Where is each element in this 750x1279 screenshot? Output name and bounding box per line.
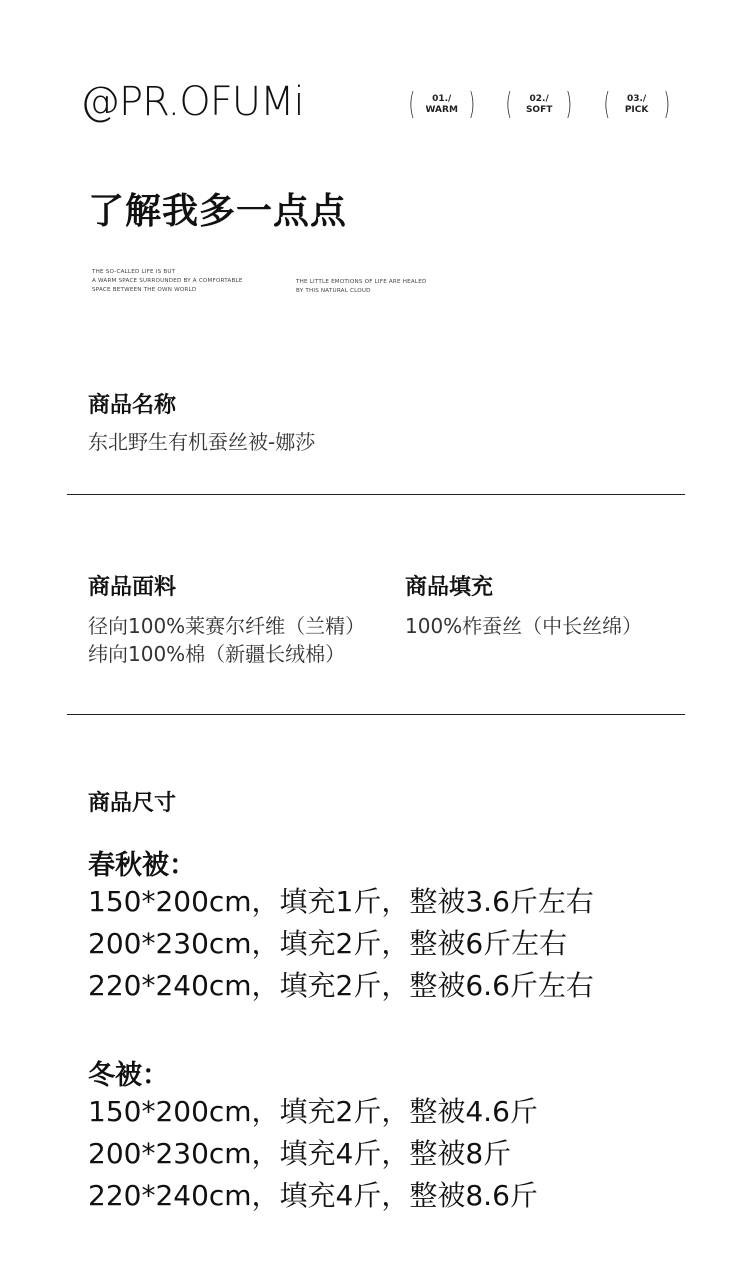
tagline-line: THE SO-CALLED LIFE IS BUT [92,269,176,275]
product-name-label: 商品名称 [88,393,177,418]
tag-warm [406,88,477,122]
brand-logo: @PR.OFUMi [80,79,304,125]
brand-tags [406,88,672,122]
close-paren-glyph: ) [663,87,670,122]
open-paren-glyph: ( [408,87,416,122]
tag-word: SOFT [525,105,553,115]
fabric-line: 纬向100%棉（新疆长绒棉） [88,642,346,666]
tag-pick [601,88,672,122]
divider [67,494,685,495]
spring-autumn-label: 春秋被： [88,850,196,881]
spec-line: 150*200cm，填充1斤，整被3.6斤左右 [88,885,594,918]
tag-text [619,94,655,116]
tag-number: 01./ [432,94,452,104]
fabric-value [88,612,365,668]
open-paren-glyph: ( [506,87,513,122]
close-paren-glyph: ) [468,87,475,122]
winter-label: 冬被： [88,1060,169,1091]
tagline-line: A WARM SPACE SURROUNDED BY A COMFORTABLE [92,278,243,284]
close-paren-glyph: ) [565,87,573,122]
filling-value: 100%柞蚕丝（中长丝绵） [405,614,643,638]
product-name-value: 东北野生有机蚕丝被-娜莎 [88,430,316,454]
tag-number: 02./ [529,94,549,104]
tagline-line: THE LITTLE EMOTIONS OF LIFE ARE HEALED [296,279,427,285]
fabric-label: 商品面料 [88,575,177,600]
tag-word: PICK [624,105,649,115]
fabric-line: 径向100%莱赛尔纤维（兰精） [88,614,366,638]
tag-number: 03./ [626,94,647,104]
filling-label: 商品填充 [405,575,494,600]
spec-line: 200*230cm，填充4斤，整被8斤 [88,1137,512,1170]
open-paren-glyph: ( [603,87,610,122]
page-title: 了解我多一点点 [88,191,348,232]
spec-line: 150*200cm，填充2斤，整被4.6斤 [88,1095,538,1128]
spec-line: 220*240cm，填充4斤，整被8.6斤 [88,1179,538,1212]
tagline-line: BY THIS NATURAL CLOUD [296,288,371,294]
tagline-right [296,278,426,296]
tag-soft [503,88,574,122]
divider [67,714,685,715]
tag-text [424,94,460,116]
tagline-line: SPACE BETWEEN THE OWN WORLD [92,287,197,293]
tag-word: WARM [425,105,458,115]
tag-text [521,94,557,116]
size-label: 商品尺寸 [88,791,177,816]
spec-line: 220*240cm，填充2斤，整被6.6斤左右 [88,969,594,1002]
tagline-left [92,268,243,295]
spec-line: 200*230cm，填充2斤，整被6斤左右 [88,927,568,960]
